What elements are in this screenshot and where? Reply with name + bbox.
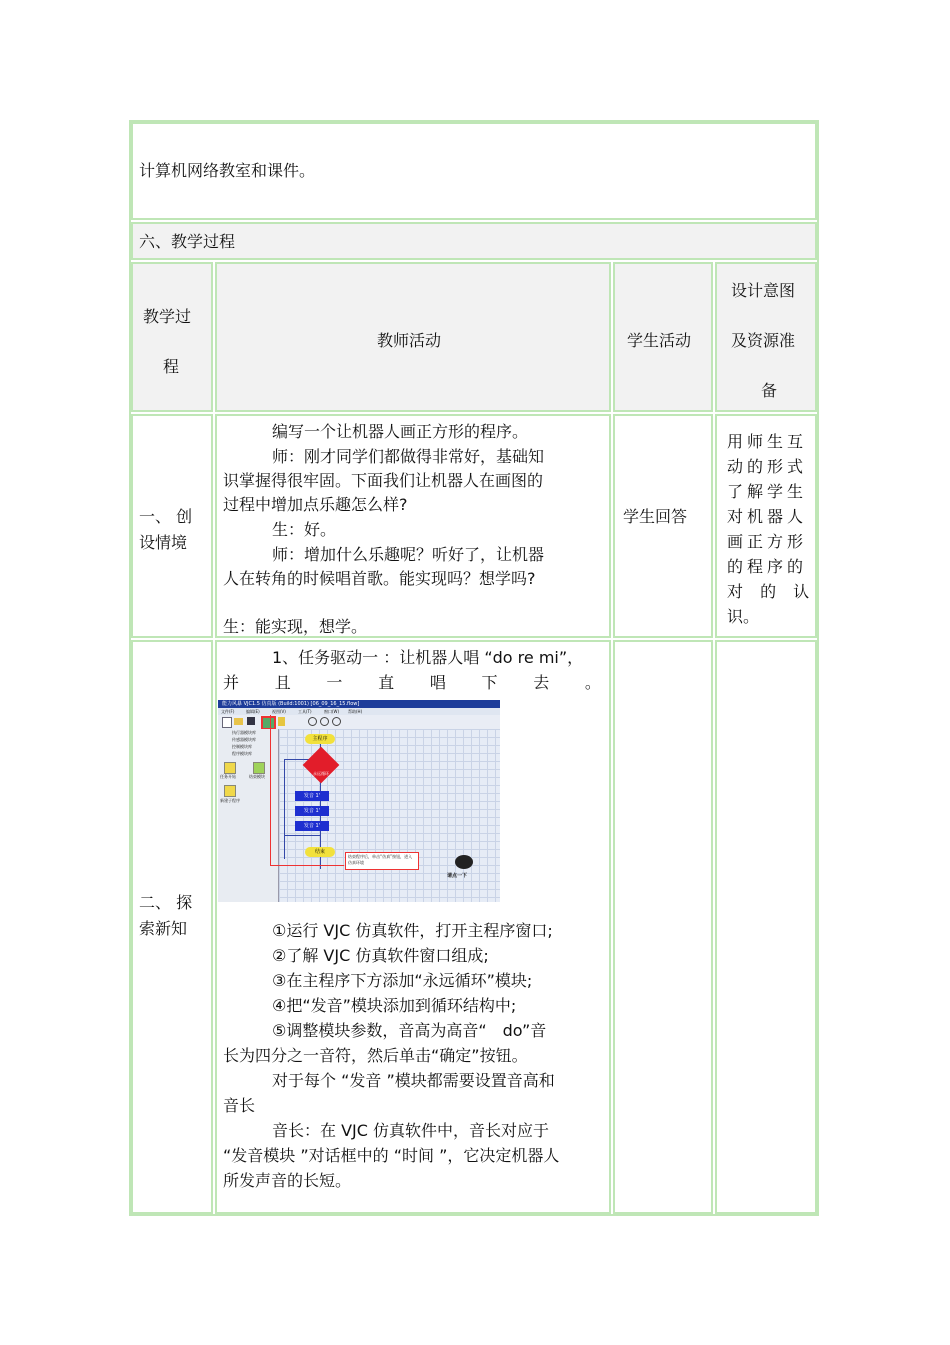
row1-design-line: 动的形式 <box>727 457 808 476</box>
spread-char: 且 <box>274 673 291 692</box>
forever-loop-label: 永远循环 <box>313 771 329 776</box>
step-line: 所发声音的长短。 <box>223 1171 352 1190</box>
zoom-icon <box>308 717 317 726</box>
main-program-block <box>305 734 335 744</box>
save-icon <box>247 717 255 725</box>
step-line: 对于每个 “发音 ”模块都需要设置音高和 <box>272 1071 555 1090</box>
row1-teacher-line: 生：好。 <box>272 520 337 539</box>
header-stage-line: 程 <box>163 357 180 376</box>
menu-view: 视图(V) <box>272 709 286 714</box>
block-label: 发音 1' <box>303 823 321 829</box>
eye-badge-icon <box>455 855 473 869</box>
section-title: 六、教学过程 <box>139 232 236 251</box>
spread-char: 下 <box>481 673 498 692</box>
row1-design <box>715 414 817 638</box>
menu-file: 文件(F) <box>221 709 235 714</box>
header-design-line: 备 <box>761 381 778 400</box>
row1-student <box>613 414 713 638</box>
sound-block <box>295 791 329 801</box>
open-folder-icon <box>234 718 243 725</box>
flow-canvas <box>279 729 500 902</box>
callout-box <box>345 852 419 870</box>
menu-help: 帮助(H) <box>348 709 363 714</box>
row1-design-line: 了解学生 <box>727 482 808 501</box>
row1-teacher-line: 编写一个让机器人画正方形的程序。 <box>272 422 529 441</box>
icon-label: 新建子程序 <box>220 798 240 803</box>
task-line: 1、任务驱动一 ：让机器人唱 “do re mi”， <box>272 648 584 667</box>
screenshot-titlebar <box>218 700 500 708</box>
row2-stage <box>131 640 213 1214</box>
header-student <box>613 262 713 412</box>
row1-teacher-line: 过程中增加点乐趣怎么样? <box>223 495 408 514</box>
row1-teacher-line: 生：能实现，想学。 <box>223 617 368 636</box>
menu-edit: 编辑(E) <box>246 709 260 714</box>
pointer-line <box>270 865 344 866</box>
section-title-cell <box>131 222 817 260</box>
row1-teacher <box>215 414 611 638</box>
new-file-icon <box>222 717 232 728</box>
resources-cell <box>131 122 817 220</box>
resources-text: 计算机网络教室和课件。 <box>139 161 316 180</box>
row1-student-text: 学生回答 <box>623 507 688 526</box>
step-line: 音长 <box>223 1096 256 1115</box>
step-line: ⑤调整模块参数，音高为高音“ do”音 <box>272 1021 547 1040</box>
header-teacher-label: 教师活动 <box>377 331 442 350</box>
row1-design-line: 对机器人 <box>727 507 808 526</box>
sound-block <box>295 806 329 816</box>
row1-stage <box>131 414 213 638</box>
panel-item: 控制模块库 <box>232 744 252 749</box>
screenshot-title: 能力风暴 VJC1.5 仿真版 (Build:1001) [06_09_16_15.flow] <box>222 701 360 707</box>
row1-design-line: 用师生互 <box>727 432 808 451</box>
header-design <box>715 262 817 412</box>
zoom-icon <box>320 717 329 726</box>
icon-label: 结束模块 <box>249 774 265 779</box>
loop-line <box>284 835 320 836</box>
block-label: 结束 <box>314 849 325 855</box>
step-line: ④把“发音”模块添加到循环结构中; <box>272 996 517 1015</box>
block-label: 发音 1' <box>303 793 321 799</box>
step-icon <box>278 717 285 726</box>
menu-tools: 工具(T) <box>298 709 312 714</box>
badge-text: 请点一下 <box>447 873 468 879</box>
row2-student <box>613 640 713 1214</box>
header-stage <box>131 262 213 412</box>
row2-stage-line: 二、 探 <box>139 893 193 912</box>
sound-block <box>295 821 329 831</box>
row2-design <box>715 640 817 1214</box>
step-line: 长为四分之一音符，然后单击“确定”按钮。 <box>223 1046 528 1065</box>
callout-text: 结束程序后，单击“仿真”按钮，进入仿真环境 <box>348 854 413 865</box>
header-design-line: 及资源准 <box>731 331 796 350</box>
step-line: ①运行 VJC 仿真软件，打开主程序窗口; <box>272 921 553 940</box>
header-teacher <box>215 262 611 412</box>
loop-line <box>284 759 285 859</box>
step-line: ③在主程序下方添加“永远循环”模块; <box>272 971 533 990</box>
start-task-icon <box>224 762 236 774</box>
row1-teacher-line: 识掌握得很牢固。下面我们让机器人在画图的 <box>223 471 544 490</box>
panel-item: 程序模块库 <box>232 751 252 756</box>
screenshot-menubar <box>218 708 500 715</box>
row1-teacher-line: 师：刚才同学们都做得非常好，基础知 <box>272 447 545 466</box>
step-line: ②了解 VJC 仿真软件窗口组成; <box>272 946 489 965</box>
pointer-line <box>270 715 271 865</box>
header-student-label: 学生活动 <box>627 331 692 350</box>
header-stage-line: 教学过 <box>143 307 192 326</box>
step-line: 音长：在 VJC 仿真软件中，音长对应于 <box>272 1121 550 1140</box>
panel-item: 执行器模块库 <box>232 730 256 735</box>
end-module-icon <box>253 762 265 774</box>
simulate-icon <box>261 716 276 730</box>
row1-stage-line: 设情境 <box>139 533 188 552</box>
spread-char: 去 <box>533 673 550 692</box>
new-subprogram-icon <box>224 785 236 797</box>
icon-label: 任务开始 <box>220 774 236 779</box>
row2-stage-line: 索新知 <box>139 919 188 938</box>
panel-item: 传感器模块库 <box>232 737 256 742</box>
row1-design-line: 对 的 认 <box>727 582 816 601</box>
spread-char: 唱 <box>429 673 446 692</box>
spread-char: 一 <box>326 673 343 692</box>
row1-teacher-line: 人在转角的时候唱首歌。能实现吗？想学吗? <box>223 569 536 588</box>
task-line-spread <box>223 670 601 695</box>
forever-loop-block <box>303 747 340 784</box>
spread-char: 。 <box>584 673 601 692</box>
block-label: 发音 1' <box>303 808 321 814</box>
menu-window: 窗口(W) <box>324 709 340 714</box>
spread-char: 并 <box>223 673 240 692</box>
step-line: “发音模块 ”对话框中的 “时间 ”，它决定机器人 <box>223 1146 560 1165</box>
row1-design-line: 的程序的 <box>727 557 808 576</box>
header-design-line: 设计意图 <box>731 281 796 300</box>
vjc-screenshot <box>218 700 500 902</box>
end-block <box>305 847 335 857</box>
screenshot-toolbar <box>218 715 500 730</box>
zoom-icon <box>332 717 341 726</box>
row1-design-line: 识。 <box>727 607 760 626</box>
row1-teacher-line: 师：增加什么乐趣呢？听好了，让机器 <box>272 545 545 564</box>
row1-stage-line: 一、 创 <box>139 507 193 526</box>
row1-design-line: 画正方形 <box>727 532 808 551</box>
block-label: 主程序 <box>312 736 328 742</box>
spread-char: 直 <box>378 673 395 692</box>
